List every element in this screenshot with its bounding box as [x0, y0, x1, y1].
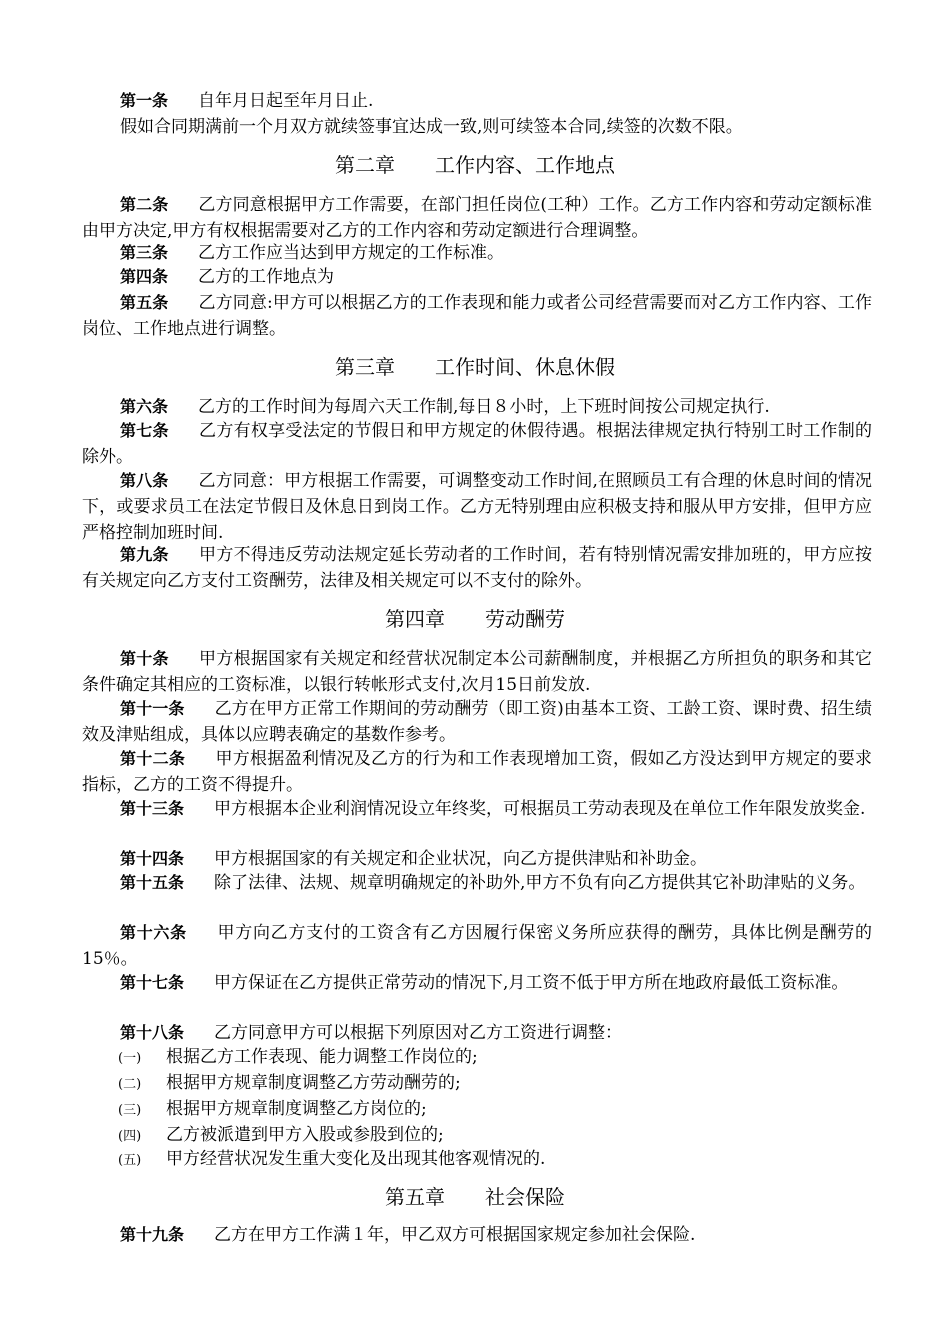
article-6-text: 乙方的工作时间为每周六天工作制,每日８小时，上下班时间按公司规定执行.: [198, 397, 770, 417]
list-item: [118, 1070, 461, 1098]
article-15: [82, 870, 872, 896]
article-4: [82, 264, 872, 290]
article-19-title: 第十九条: [120, 1225, 185, 1244]
article-13: [82, 796, 872, 822]
article-14-text: 甲方根据国家的有关规定和企业状况，向乙方提供津贴和补助金。: [214, 849, 708, 869]
article-14: [82, 846, 872, 872]
renewal-text: 假如合同期满前一个月双方就续签事宜达成一致,则可续签本合同,续签的次数不限。: [120, 117, 743, 137]
list-item-number: (二): [118, 1077, 142, 1092]
article-12-title: 第十二条: [120, 749, 186, 768]
article-3: [82, 240, 872, 266]
chapter-2-title: 工作内容、工作地点: [435, 153, 615, 177]
list-item-text: 根据甲方规章制度调整乙方劳动酬劳的;: [166, 1073, 461, 1093]
list-item: [118, 1146, 545, 1174]
article-14-title: 第十四条: [120, 849, 185, 868]
chapter-3-title: 工作时间、休息休假: [435, 355, 615, 379]
renewal-clause: [82, 114, 872, 140]
article-15-title: 第十五条: [120, 873, 185, 892]
article-5-title: 第五条: [120, 293, 169, 312]
list-item-number: (一): [118, 1051, 142, 1066]
article-4-title: 第四条: [120, 267, 169, 286]
chapter-5-title: 社会保险: [485, 1185, 565, 1209]
article-10-title: 第十条: [120, 649, 169, 668]
article-16: [82, 920, 872, 972]
article-7-text: 乙方有权享受法定的节假日和甲方规定的休假待遇。根据法律规定执行特别工时工作制的除外。: [82, 421, 872, 467]
chapter-4-heading: [0, 604, 950, 634]
list-item-text: 甲方经营状况发生重大变化及出现其他客观情况的.: [166, 1149, 546, 1169]
article-8: [82, 468, 872, 546]
list-item-number: (三): [118, 1103, 142, 1118]
article-18: [82, 1020, 872, 1046]
article-6-title: 第六条: [120, 397, 169, 416]
article-4-text: 乙方的工作地点为: [198, 267, 335, 287]
article-2-text: 乙方同意根据甲方工作需要，在部门担任岗位(工种）工作。乙方工作内容和劳动定额标准由甲方决定,甲方有权根据需要对乙方的工作内容和劳动定额进行合理调整。: [82, 195, 872, 241]
article-6: [82, 394, 872, 420]
article-5-text: 乙方同意:甲方可以根据乙方的工作表现和能力或者公司经营需要而对乙方工作内容、工作岗位、工作地点进行调整。: [82, 293, 872, 339]
article-18-title: 第十八条: [120, 1023, 185, 1042]
article-5: [82, 290, 872, 342]
article-7: [82, 418, 872, 470]
list-item-text: 根据甲方规章制度调整乙方岗位的;: [166, 1099, 427, 1119]
article-11-text: 乙方在甲方正常工作期间的劳动酬劳（即工资)由基本工资、工龄工资、课时费、招生绩效及津贴组成，具体以应聘表确定的基数作参考。: [82, 699, 872, 745]
list-item-text: 根据乙方工作表现、能力调整工作岗位的;: [166, 1047, 478, 1067]
article-19-text: 乙方在甲方工作满１年，甲乙双方可根据国家规定参加社会保险.: [214, 1225, 696, 1245]
article-12-text: 甲方根据盈利情况及乙方的行为和工作表现增加工资，假如乙方没达到甲方规定的要求指标，乙方的工资不得提升。: [82, 749, 872, 795]
list-item-number: (五): [118, 1153, 142, 1168]
chapter-4-title: 劳动酬劳: [485, 607, 565, 631]
list-item-number: (四): [118, 1129, 142, 1144]
article-19: [82, 1222, 872, 1248]
chapter-3-number: 第三章: [335, 355, 395, 379]
chapter-5-number: 第五章: [385, 1185, 445, 1209]
article-15-text: 除了法律、法规、规章明确规定的补助外,甲方不负有向乙方提供其它补助津贴的义务。: [214, 873, 866, 893]
article-18-text: 乙方同意甲方可以根据下列原因对乙方工资进行调整：: [214, 1023, 623, 1043]
article-2: [82, 192, 872, 244]
article-13-text: 甲方根据本企业利润情况设立年终奖，可根据员工劳动表现及在单位工作年限发放奖金.: [214, 799, 866, 819]
chapter-2-heading: [0, 150, 950, 180]
article-3-text: 乙方工作应当达到甲方规定的工作标准。: [198, 243, 505, 263]
chapter-5-heading: [0, 1182, 950, 1212]
list-item-text: 乙方被派遣到甲方入股或参股到位的;: [166, 1125, 444, 1145]
article-11-title: 第十一条: [120, 699, 185, 718]
article-1-text: 自年月日起至年月日止.: [198, 91, 374, 111]
article-7-title: 第七条: [120, 421, 169, 440]
article-10-text: 甲方根据国家有关规定和经营状况制定本公司薪酬制度，并根据乙方所担负的职务和其它条件确定其相应的工资标准，以银行转帐形式支付,次月15日前发放.: [82, 649, 872, 695]
article-17-text: 甲方保证在乙方提供正常劳动的情况下,月工资不低于甲方所在地政府最低工资标准。: [214, 973, 849, 993]
article-13-title: 第十三条: [120, 799, 185, 818]
article-11: [82, 696, 872, 748]
article-8-text: 乙方同意：甲方根据工作需要，可调整变动工作时间,在照顾员工有合理的休息时间的情况下，或要求员工在法定节假日及休息日到岗工作。乙方无特别理由应积极支持和服从甲方安排，但甲方应严格控制加班时间.: [82, 471, 872, 543]
article-17-title: 第十七条: [120, 973, 185, 992]
article-12: [82, 746, 872, 798]
article-16-title: 第十六条: [120, 923, 187, 942]
article-16-text: 甲方向乙方支付的工资含有乙方因履行保密义务所应获得的酬劳，具体比例是酬劳的15％。: [82, 923, 872, 969]
list-item: [118, 1096, 427, 1124]
article-9-title: 第九条: [120, 545, 169, 564]
article-9-text: 甲方不得违反劳动法规定延长劳动者的工作时间，若有特别情况需安排加班的，甲方应按有关规定向乙方支付工资酬劳，法律及相关规定可以不支付的除外。: [82, 545, 872, 591]
article-10: [82, 646, 872, 698]
chapter-3-heading: [0, 352, 950, 382]
list-item: [118, 1044, 478, 1072]
chapter-4-number: 第四章: [385, 607, 445, 631]
article-1-title: 第一条: [120, 91, 169, 110]
article-8-title: 第八条: [120, 471, 169, 490]
article-3-title: 第三条: [120, 243, 169, 262]
article-9: [82, 542, 872, 594]
article-2-title: 第二条: [120, 195, 169, 214]
article-1: [82, 88, 872, 114]
article-17: [82, 970, 872, 996]
chapter-2-number: 第二章: [335, 153, 395, 177]
